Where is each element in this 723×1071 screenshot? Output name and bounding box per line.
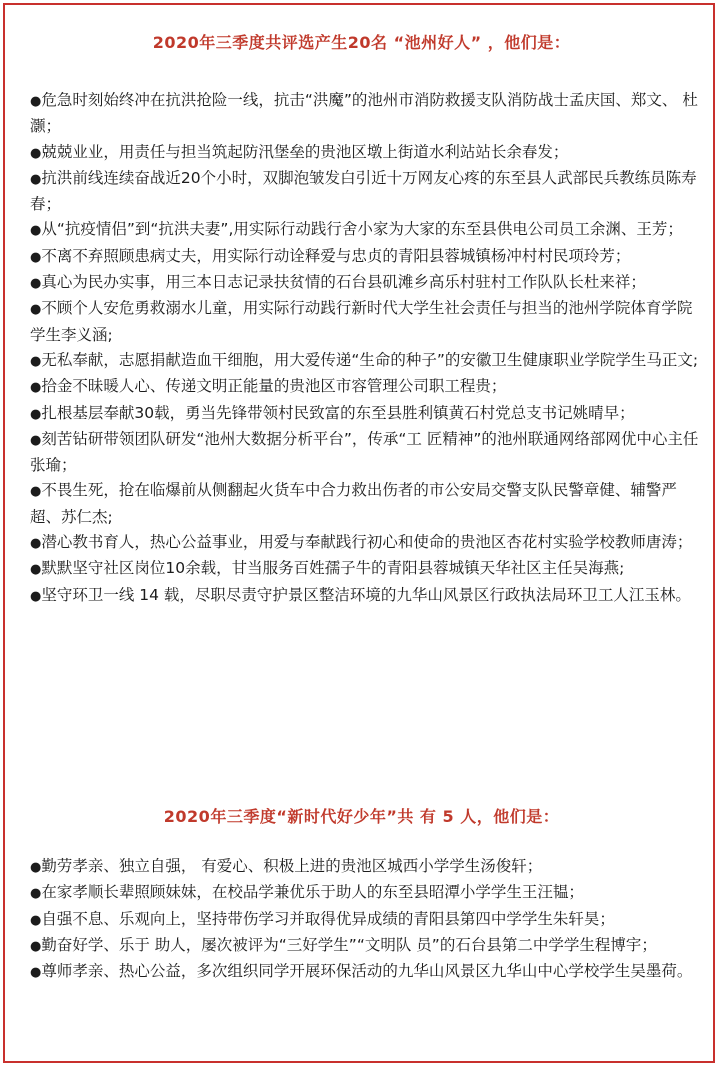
bullet-icon: ● <box>30 171 42 187</box>
list-item-text: 无私奉献，志愿捐献造血干细胞，用大爱传递“生命的种子”的安徽卫生健康职业学院学生马正文; <box>41 350 699 369</box>
bullet-icon: ● <box>30 94 42 109</box>
list-item <box>30 583 702 609</box>
list-item-text: 危急时刻始终冲在抗洪抢险一线，抗击“洪魔”的池州市消防救援支队消防战士孟庆国、郑文、 杜灏； <box>30 91 698 136</box>
section1-title: 2020年三季度共评选产生20名 “池州好人” ，他们是： <box>152 33 571 52</box>
list-item <box>30 401 702 427</box>
bullet-icon: ● <box>30 536 42 552</box>
bullet-icon: ● <box>30 223 42 239</box>
list-item-text: 勤劳孝亲、独立自强， 有爱心、积极上进的贵池区城西小学学生汤俊轩； <box>41 857 543 875</box>
list-item-text: 抗洪前线连续奋战近20个小时，双脚泡皱发白引近十万网友心疼的东至县人武部民兵教练员陈寿春； <box>30 168 697 214</box>
list-item-text: 刻苦钻研带领团队研发“池州大数据分析平台”，传承“工 匠精神”的池州联通网络部网优中心主任张瑜； <box>30 429 699 475</box>
bullet-icon: ● <box>30 406 42 422</box>
bullet-icon: ● <box>30 886 42 902</box>
bullet-icon: ● <box>30 380 42 396</box>
list-item-text: 真心为民办实事，用三本日志记录扶贫情的石台县矶滩乡高乐村驻村工作队队长杜来祥； <box>41 273 646 292</box>
list-item-text: 在家孝顺长辈照顾妹妹，在校品学兼优乐于助人的东至县昭潭小学学生王汪韫； <box>41 883 584 902</box>
list-item <box>30 217 702 243</box>
section1-list <box>30 88 702 609</box>
bullet-icon: ● <box>30 484 42 500</box>
bullet-icon: ● <box>30 353 42 369</box>
list-item <box>30 556 702 582</box>
list-item-text: 兢兢业业，用责任与担当筑起防汛堡垒的贵池区墩上街道水利站站长余春发； <box>41 142 569 161</box>
bullet-icon: ● <box>30 276 42 292</box>
list-item-text: 潜心教书育人，热心公益事业，用爱与奉献践行初心和使命的贵池区杏花村实验学校教师唐涛； <box>41 533 693 552</box>
list-item <box>30 296 702 348</box>
list-item-text: 不离不弃照顾患病丈夫，用实际行动诠释爱与忠贞的青阳县蓉城镇杨冲村村民项玲芳； <box>41 246 631 265</box>
bullet-icon: ● <box>30 145 42 161</box>
bullet-icon: ● <box>30 965 42 981</box>
bullet-icon: ● <box>30 912 42 928</box>
list-item <box>30 244 702 270</box>
list-item <box>30 374 702 400</box>
section2-list <box>30 854 702 985</box>
list-item-text: 尊师孝亲、热心公益，多次组织同学开展环保活动的九华山风景区九华山中心学校学生吴墨荷。 <box>41 962 693 981</box>
list-item-text: 自强不息、乐观向上，坚持带伤学习并取得优异成绩的青阳县第四中学学生朱轩昊； <box>41 909 615 928</box>
bullet-icon: ● <box>30 432 42 448</box>
list-item <box>30 270 702 296</box>
bullet-icon: ● <box>30 588 42 604</box>
bullet-icon: ● <box>30 562 42 578</box>
list-item-text: 不畏生死，抢在临爆前从侧翻起火货车中合力救出伤者的市公安局交警支队民警章健、辅警严超、苏仁杰; <box>30 481 677 526</box>
bullet-icon: ● <box>30 302 42 318</box>
list-item-text: 坚守环卫一线 14 载，尽职尽责守护景区整洁环境的九华山风景区行政执法局环卫工人江玉林。 <box>41 585 691 604</box>
list-item-text: 不顾个人安危勇救溺水儿童，用实际行动践行新时代大学生社会责任与担当的池州学院体育学院学生李义涵; <box>30 299 693 344</box>
list-item <box>30 959 702 985</box>
list-item-text: 勤奋好学、乐于 助人，屡次被评为“三好学生”“文明队 员”的石台县第二中学学生程博宇； <box>41 935 657 954</box>
list-item <box>30 140 702 166</box>
section2-title: 2020年三季度“新时代好少年”共 有 5 人，他们是： <box>163 807 560 826</box>
list-item-text: 默默坚守社区岗位10余载，甘当服务百姓孺子牛的青阳县蓉城镇天华社区主任吴海燕; <box>41 559 625 578</box>
list-item <box>30 530 702 556</box>
list-item <box>30 907 702 933</box>
bullet-icon: ● <box>30 860 42 875</box>
list-item <box>30 166 702 218</box>
list-item-text: 从“抗疫情侣”到“抗洪夫妻”,用实际行动践行舍小家为大家的东至县供电公司员工余渊、王芳； <box>41 220 683 239</box>
bullet-icon: ● <box>30 249 42 265</box>
list-item <box>30 88 702 140</box>
list-item <box>30 880 702 906</box>
list-item <box>30 854 702 880</box>
list-item <box>30 427 702 479</box>
list-item-text: 扎根基层奉献30载，勇当先锋带领村民致富的东至县胜利镇黄石村党总支书记姚晴早； <box>41 403 635 422</box>
list-item-text: 拾金不昧暖人心、传递文明正能量的贵池区市容管理公司职工程贵； <box>41 377 507 396</box>
list-item <box>30 933 702 959</box>
list-item <box>30 478 702 530</box>
list-item <box>30 348 702 374</box>
bullet-icon: ● <box>30 938 42 954</box>
